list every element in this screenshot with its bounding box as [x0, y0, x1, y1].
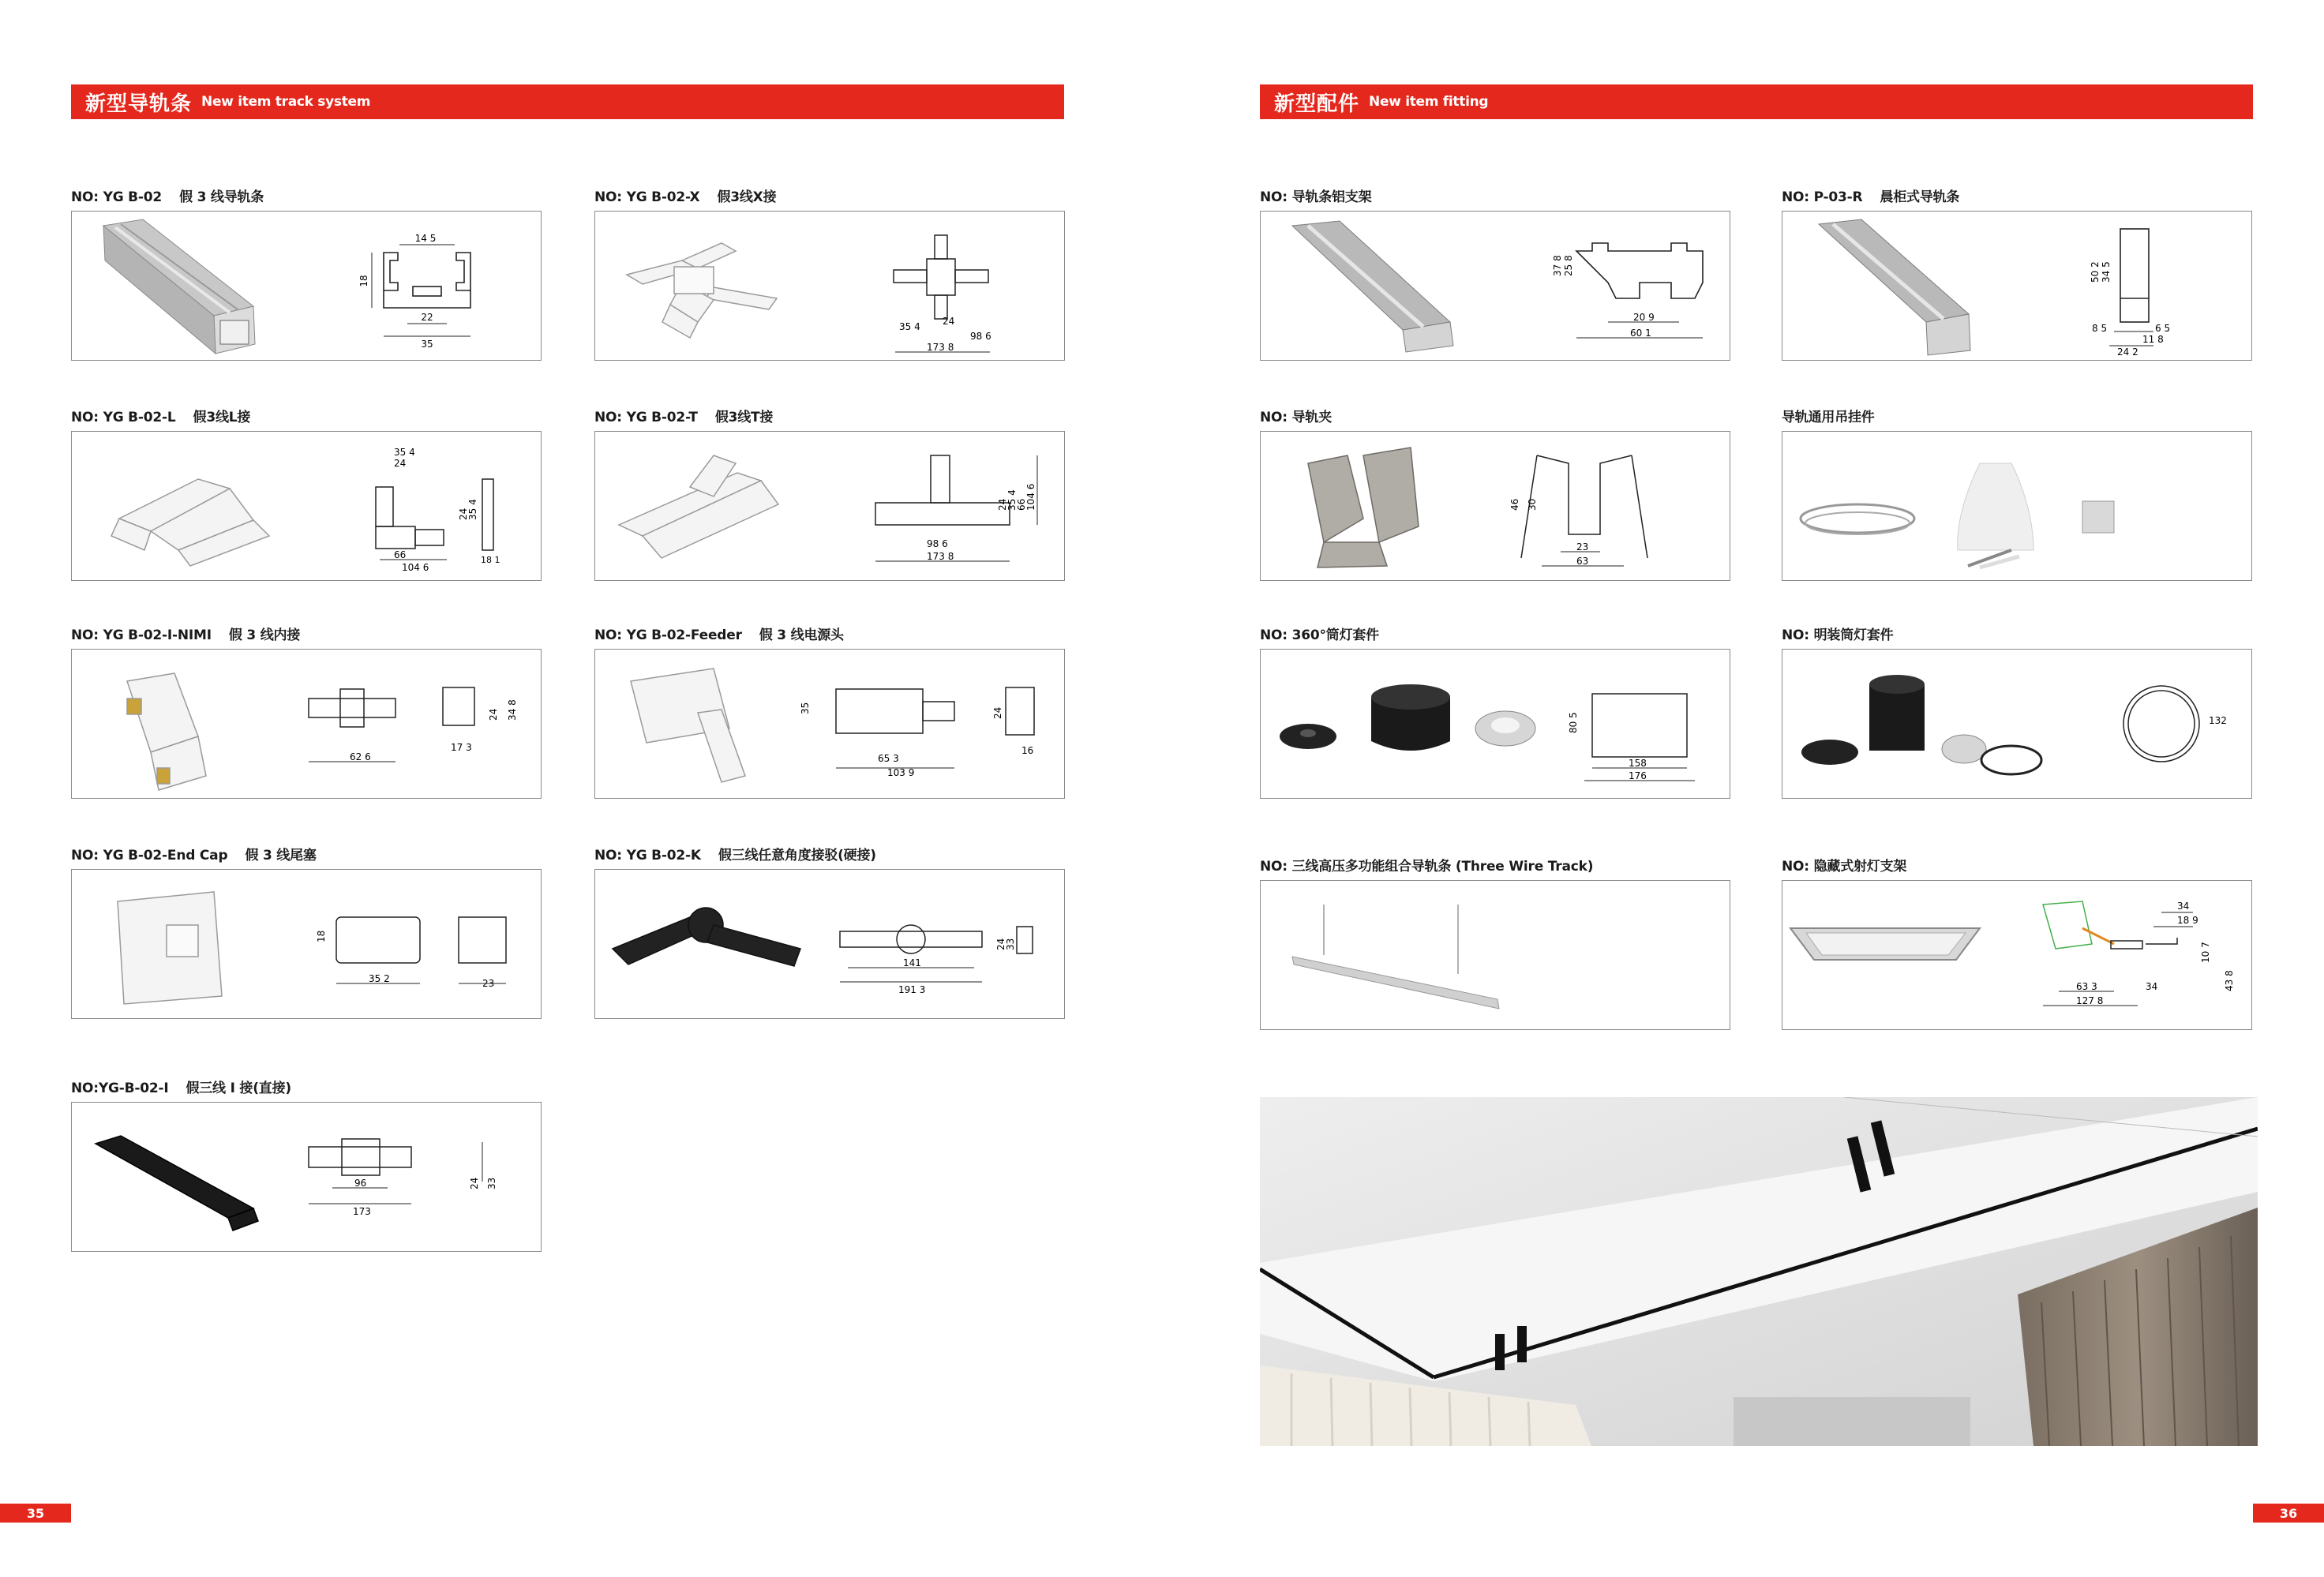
- dim-label: 25 8: [1563, 255, 1574, 276]
- dim-label: 24: [943, 316, 955, 327]
- dim-label: 35 4: [467, 499, 478, 520]
- product-label: [1782, 624, 1893, 643]
- dim-label: 18: [316, 930, 327, 942]
- dim-label: 63 3: [2076, 981, 2097, 992]
- dim-label: 24 2: [2117, 346, 2138, 358]
- dim-label: 98 6: [927, 538, 948, 549]
- dim-label: 141: [903, 957, 921, 968]
- product-panel: [1260, 649, 1730, 799]
- product-code: NO: 三线高压多功能组合导轨条 (Three Wire Track): [1260, 859, 1594, 875]
- dim-label: 14 5: [414, 233, 437, 244]
- product-panel: [71, 431, 542, 581]
- dim-label: 20 9: [1633, 312, 1655, 323]
- left-section-banner: [71, 84, 1064, 119]
- product-panel: [1782, 431, 2252, 581]
- x-connector-image: [627, 243, 777, 338]
- spotlight-bracket-drawing: [2043, 901, 2193, 1006]
- end-cap-image: [118, 892, 222, 1004]
- dim-label: 16: [1021, 745, 1034, 756]
- product-name: 假3线L接: [193, 410, 251, 425]
- dim-label: 173: [353, 1206, 371, 1217]
- dim-label: 46: [1509, 498, 1520, 511]
- product-code: NO: 导轨条铝支架: [1260, 189, 1372, 205]
- product-label: [1260, 406, 1332, 425]
- feeder-image: [631, 669, 745, 782]
- product-panel: [1260, 431, 1730, 581]
- product-label: [71, 406, 250, 425]
- product-panel: [1782, 649, 2252, 799]
- dim-label: 96: [354, 1178, 367, 1189]
- product-panel: [1782, 211, 2252, 361]
- product-label: [1782, 185, 1959, 205]
- product-code: NO: 隐藏式射灯支架: [1782, 859, 1907, 875]
- dim-label: 132: [2209, 715, 2227, 726]
- surface-downlight-image: [1801, 675, 2041, 774]
- l-connector-image: [111, 479, 269, 566]
- dim-label: 80 5: [1568, 712, 1579, 733]
- t-connector-image: [619, 455, 778, 558]
- product-panel: [1260, 880, 1730, 1030]
- product-label: [594, 844, 876, 863]
- dim-label: 8 5: [2092, 323, 2108, 334]
- dim-label: 37 8: [1552, 255, 1563, 276]
- cabinet-track-drawing: [2109, 229, 2153, 346]
- product-panel: [594, 869, 1065, 1019]
- product-code: 导轨通用吊挂件: [1782, 410, 1875, 425]
- product-code: NO: YG B-02-Feeder: [594, 627, 742, 643]
- dim-label: 23: [1576, 541, 1589, 553]
- dim-label: 24: [992, 706, 1003, 719]
- product-name: 假 3 线内接: [228, 627, 301, 643]
- end-cap-drawing: [336, 917, 506, 983]
- dim-label: 35 2: [369, 973, 390, 984]
- dim-label: 50 2: [2090, 261, 2101, 283]
- product-code: NO: 360°筒灯套件: [1260, 627, 1379, 643]
- page-number-left: 35: [0, 1504, 71, 1523]
- page-number-right: 36: [2253, 1504, 2324, 1523]
- banner-title-cn: 新型导轨条: [85, 92, 193, 116]
- dim-label: 62 6: [350, 751, 371, 762]
- product-code: NO: YG B-02-T: [594, 410, 698, 425]
- cabinet-track-image: [1819, 219, 1970, 355]
- aluminum-bracket-image: [1292, 221, 1453, 352]
- product-label: [1782, 855, 1906, 875]
- product-name: 假3线T接: [714, 410, 774, 425]
- product-panel: [594, 211, 1065, 361]
- dim-label: 43 8: [2224, 970, 2235, 991]
- dim-label: 66: [394, 549, 407, 560]
- product-label: [71, 1077, 291, 1096]
- product-name: 假 3 线电源头: [759, 627, 844, 643]
- product-label: [71, 624, 300, 643]
- banner-title-cn: 新型配件: [1274, 92, 1360, 116]
- product-panel: [71, 1102, 542, 1252]
- inner-joint-drawing: [309, 687, 474, 762]
- dim-label: 104 6: [1025, 483, 1036, 511]
- product-code: NO: 明装筒灯套件: [1782, 627, 1894, 643]
- aluminum-bracket-drawing: [1576, 243, 1703, 338]
- dim-label: 18 9: [2177, 915, 2198, 926]
- dim-label: 23: [482, 978, 495, 989]
- banner-title-en: New item track system: [201, 94, 371, 110]
- product-label: [594, 406, 773, 425]
- dim-label: 24: [469, 1177, 480, 1189]
- product-label: [1260, 185, 1371, 205]
- product-label: [594, 185, 776, 205]
- downlight-parts-image: [1280, 684, 1535, 751]
- dim-label: 60 1: [1630, 328, 1651, 339]
- dim-label: 30: [1527, 498, 1538, 511]
- dim-label: 33: [486, 1177, 497, 1189]
- product-name: 假 3 线导轨条: [179, 189, 264, 205]
- product-name: 假3线X接: [717, 189, 777, 205]
- product-panel: [71, 649, 542, 799]
- product-label: [594, 624, 844, 643]
- dim-label: 34: [2177, 901, 2190, 912]
- dim-label: 24: [458, 508, 469, 520]
- dim-label: 35: [800, 702, 811, 714]
- product-code: NO: 导轨夹: [1260, 410, 1332, 425]
- angle-joint-image: [613, 908, 800, 966]
- dim-label: 34 8: [507, 699, 518, 721]
- dim-label: 98 6: [970, 331, 991, 342]
- inner-joint-image: [127, 673, 206, 790]
- product-panel: [594, 431, 1065, 581]
- product-name: 假三线 I 接(直接): [186, 1081, 291, 1096]
- product-code: NO:YG-B-02-I: [71, 1081, 169, 1096]
- product-panel: [594, 649, 1065, 799]
- product-panel: [1260, 211, 1730, 361]
- dim-label: 176: [1629, 770, 1647, 781]
- dim-label: 17 3: [451, 742, 472, 753]
- product-panel: [1782, 880, 2252, 1030]
- angle-joint-drawing: [840, 925, 1033, 982]
- dim-label: 24: [488, 708, 499, 721]
- dim-label: 65 3: [878, 753, 899, 764]
- track-rail-image: [103, 219, 255, 354]
- dim-label: 18: [358, 275, 369, 287]
- ring-drawing: [2123, 686, 2199, 762]
- dim-label: 22: [421, 312, 433, 323]
- dim-label: 11 8: [2142, 334, 2164, 345]
- product-name: 晨柜式导轨条: [1880, 189, 1960, 205]
- dim-label: 191 3: [898, 984, 926, 995]
- product-label: [1260, 855, 1593, 875]
- i-connector-drawing: [309, 1139, 482, 1204]
- product-panel: [71, 211, 542, 361]
- feeder-drawing: [836, 687, 1034, 768]
- dim-label: 24: [997, 498, 1008, 511]
- product-code: NO: YG B-02-I-NIMI: [71, 627, 212, 643]
- clamp-image: [1308, 448, 1419, 567]
- dim-label: 127 8: [2076, 995, 2104, 1006]
- dim-label: 35 4: [1006, 489, 1018, 511]
- dim-label: 33: [1005, 938, 1016, 950]
- product-code: NO: YG B-02-X: [594, 189, 700, 205]
- product-code: NO: YG B-02-K: [594, 848, 701, 863]
- product-name: 假 3 线尾塞: [245, 848, 317, 863]
- product-label: [71, 844, 317, 863]
- dim-label: 66: [1016, 498, 1027, 511]
- dim-label: 158: [1629, 758, 1647, 769]
- dim-label: 34 5: [2101, 261, 2112, 283]
- product-code: NO: YG B-02-End Cap: [71, 848, 228, 863]
- dim-label: 35: [421, 339, 433, 350]
- product-panel: [71, 869, 542, 1019]
- dim-label: 103 9: [887, 767, 915, 778]
- product-label: [71, 185, 264, 205]
- product-code: NO: YG B-02-L: [71, 410, 176, 425]
- dim-label: 24: [995, 938, 1006, 950]
- hanging-kit-image: [1801, 463, 2114, 567]
- interior-photo: [1260, 1097, 2258, 1446]
- spotlight-bracket-image: [1790, 928, 1980, 960]
- banner-title-en: New item fitting: [1369, 94, 1489, 110]
- dim-label: 173 8: [927, 551, 954, 562]
- product-label: [1782, 406, 1875, 425]
- dim-label: 6 5: [2155, 323, 2171, 334]
- dim-label: 34: [2146, 981, 2158, 992]
- dim-label: 63: [1576, 556, 1589, 567]
- product-name: 假三线任意角度接驳(硬接): [718, 848, 876, 863]
- right-section-banner: [1260, 84, 2253, 119]
- dim-label: 18 1: [481, 555, 500, 565]
- dim-label: 35 4: [899, 321, 920, 332]
- dim-label: 24: [394, 458, 407, 469]
- product-code: NO: YG B-02: [71, 189, 163, 205]
- product-label: [1260, 624, 1379, 643]
- three-wire-track-image: [1292, 905, 1499, 1009]
- dim-label: 104 6: [402, 562, 429, 573]
- i-connector-image: [96, 1136, 258, 1231]
- dim-label: 173 8: [927, 342, 954, 353]
- product-code: NO: P-03-R: [1782, 189, 1863, 205]
- dim-label: 10 7: [2200, 942, 2211, 963]
- dim-label: 35 4: [394, 447, 415, 458]
